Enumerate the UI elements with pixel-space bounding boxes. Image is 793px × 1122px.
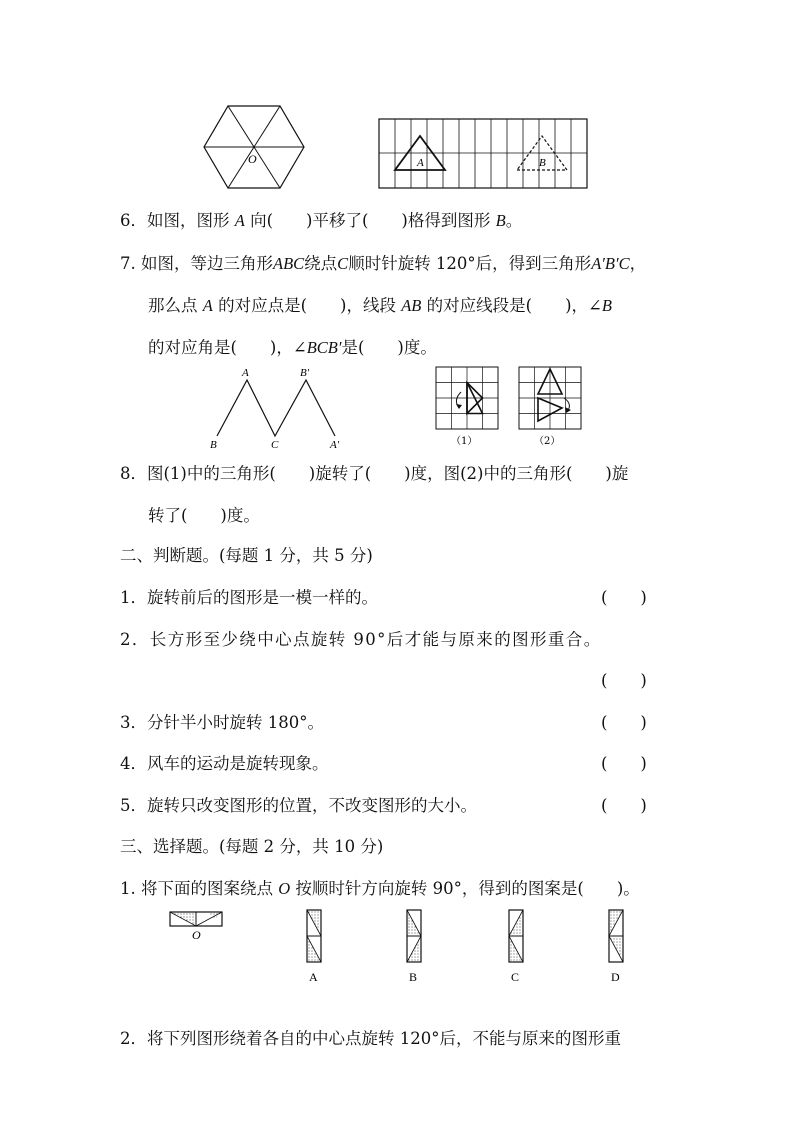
- choice-question-1: 1. 将下面的图案绕点 O 按顺时针方向旋转 90°，得到的图案是( )。: [120, 879, 640, 898]
- choice-option-d[interactable]: [604, 908, 630, 984]
- option-b-label: B: [409, 970, 418, 984]
- judge-item-3: 3．分针半小时旋转 180°。: [120, 713, 324, 732]
- choice-question-2: 2．将下列图形绕着各自的中心点旋转 120°后，不能与原来的图形重: [120, 1029, 621, 1048]
- label-a-prime: A': [330, 439, 340, 451]
- judge-answer-blank-3[interactable]: ( ): [601, 713, 647, 732]
- judge-answer-blank-1[interactable]: ( ): [601, 588, 647, 607]
- judge-answer-blank-2[interactable]: ( ): [601, 671, 647, 690]
- triangle-a-label: A: [417, 157, 424, 169]
- figure-2-caption: （2）: [534, 436, 561, 447]
- option-a-label: A: [309, 970, 318, 984]
- choice-center-label: O: [192, 928, 201, 942]
- rotation-zigzag-figure: [205, 366, 355, 451]
- judge-item-5: 5．旋转只改变图形的位置，不改变图形的大小。: [120, 796, 477, 815]
- figure-1-caption: （1）: [451, 436, 478, 447]
- question-8-line-2: 转了( )度。: [148, 506, 260, 525]
- question-6: 6．如图，图形 A 向( )平移了( )格得到图形 B。: [120, 211, 523, 230]
- translation-grid-figure: [378, 118, 590, 190]
- judge-item-1: 1．旋转前后的图形是一模一样的。: [120, 588, 378, 607]
- question-7-line-2: 那么点 A 的对应点是( )，线段 AB 的对应线段是( )，∠B: [148, 296, 612, 315]
- choice-original-pattern: [168, 910, 226, 942]
- hexagon-center-label: O: [248, 152, 257, 166]
- option-d-label: D: [611, 970, 620, 984]
- rotation-grid-figure-2: [518, 366, 584, 450]
- judge-answer-blank-5[interactable]: ( ): [601, 796, 647, 815]
- question-7-line-3: 的对应角是( )，∠BCB′是( )度。: [148, 338, 437, 357]
- rotation-grid-figure-1: [435, 366, 501, 450]
- grid-border: [379, 119, 587, 188]
- question-8-line-1: 8．图(1)中的三角形( )旋转了( )度，图(2)中的三角形( )旋: [120, 464, 629, 483]
- judge-item-2: 2．长方形至少绕中心点旋转 90°后才能与原来的图形重合。: [120, 630, 602, 649]
- section-2-title: 二、判断题。(每题 1 分，共 5 分): [120, 546, 373, 565]
- label-b: B: [210, 439, 217, 451]
- label-c: C: [271, 439, 279, 451]
- option-c-label: C: [511, 970, 520, 984]
- judge-item-4: 4．风车的运动是旋转现象。: [120, 754, 329, 773]
- judge-answer-blank-4[interactable]: ( ): [601, 754, 647, 773]
- label-b-prime: B': [300, 367, 310, 379]
- section-3-title: 三、选择题。(每题 2 分，共 10 分): [120, 837, 384, 856]
- label-a: A: [242, 367, 249, 379]
- grid-lines: [379, 119, 587, 188]
- zigzag-lines: [217, 380, 335, 436]
- choice-option-c[interactable]: [504, 908, 530, 984]
- choice-option-b[interactable]: [402, 908, 428, 984]
- hexagon-figure: [200, 100, 310, 192]
- triangle-b-label: B: [539, 157, 546, 169]
- choice-option-a[interactable]: [302, 908, 328, 984]
- question-7-line-1: 7. 如图，等边三角形ABC绕点C顺时针旋转 120°后，得到三角形A′B′C，: [120, 254, 647, 273]
